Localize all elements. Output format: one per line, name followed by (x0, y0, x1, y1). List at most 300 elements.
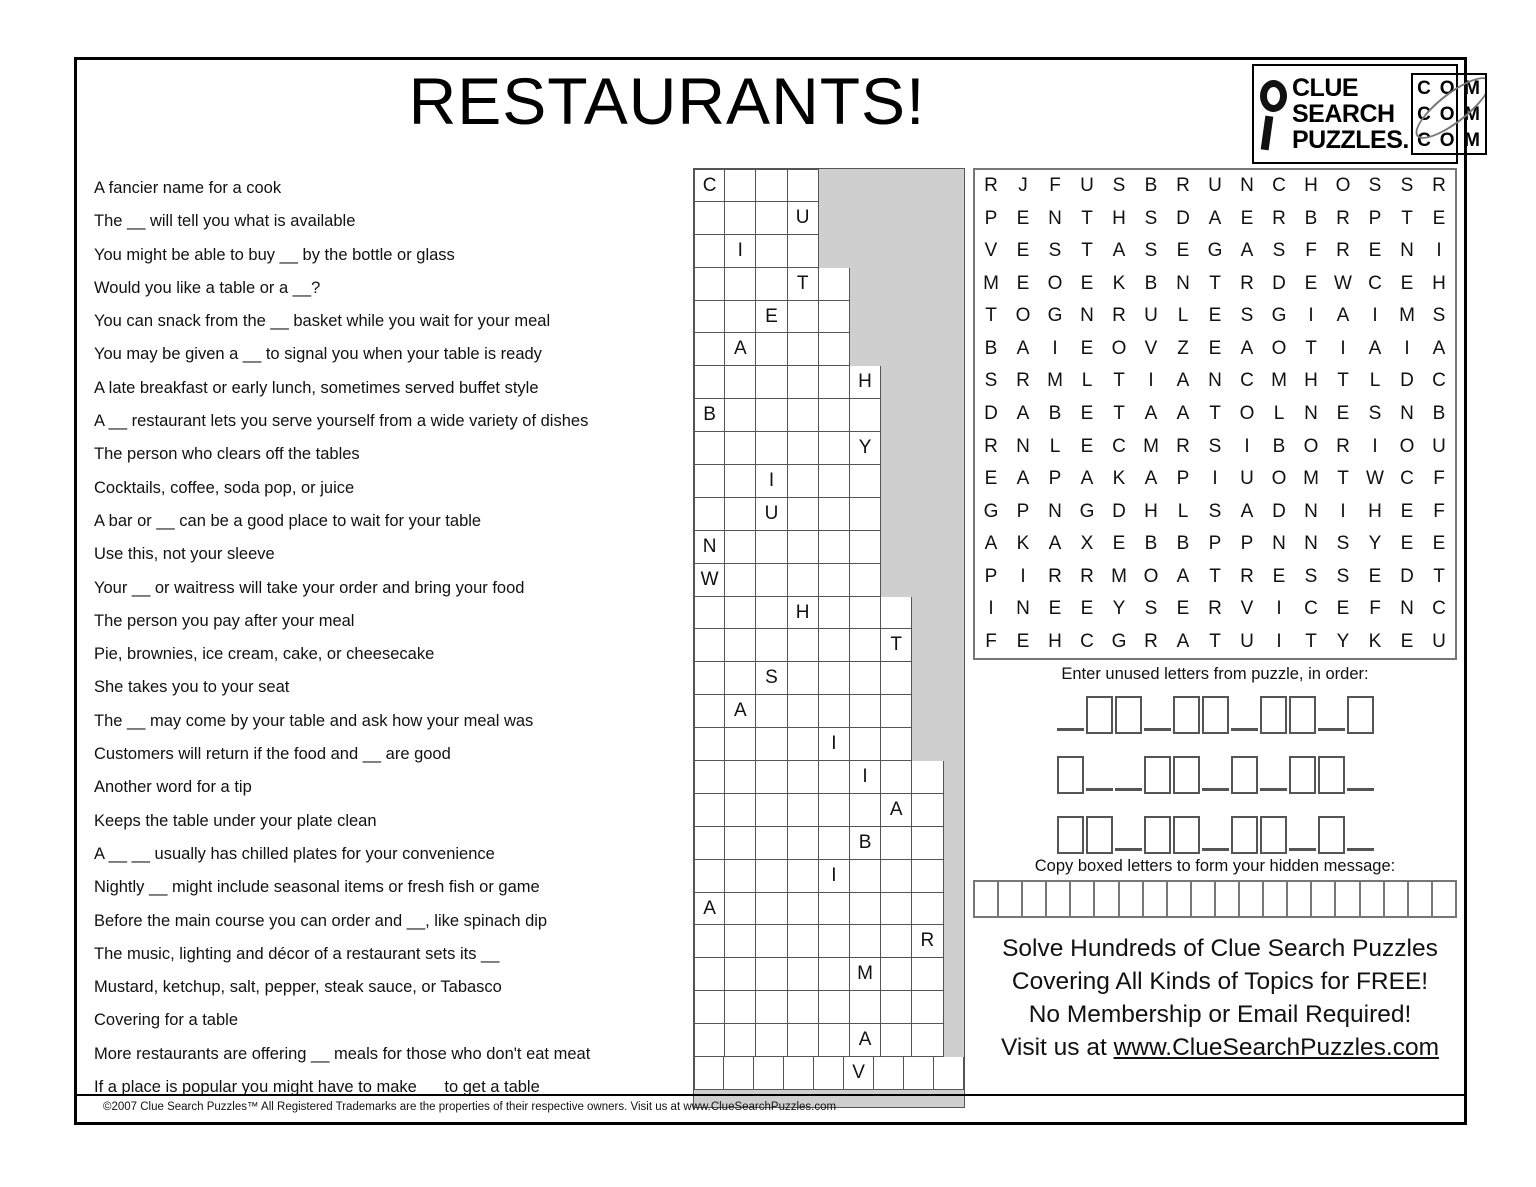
crossword-cell-filled[interactable]: M (850, 958, 881, 991)
crossword-cell[interactable] (788, 301, 819, 334)
word-search-grid[interactable] (973, 168, 1457, 660)
word-search-letter[interactable]: L (1177, 500, 1189, 522)
crossword-cell[interactable] (788, 465, 819, 498)
unused-letters-row-3[interactable] (973, 808, 1457, 854)
word-search-letter[interactable]: S (1208, 500, 1222, 522)
word-search-letter[interactable]: E (1080, 337, 1094, 359)
word-search-letter[interactable]: N (1048, 207, 1062, 229)
hidden-message-cell[interactable] (1361, 882, 1385, 916)
word-search-letter[interactable]: S (1368, 175, 1382, 197)
word-search-letter[interactable]: S (1112, 175, 1126, 197)
word-search-letter[interactable]: G (1271, 305, 1287, 327)
word-search-letter[interactable]: Y (1368, 533, 1382, 555)
word-search-letter[interactable]: A (1176, 630, 1190, 652)
hidden-message-cell[interactable] (1288, 882, 1312, 916)
crossword-cell[interactable] (850, 399, 881, 432)
crossword-cell[interactable] (819, 432, 850, 465)
answer-boxed-slot[interactable] (1289, 756, 1316, 794)
crossword-cell[interactable] (725, 366, 756, 399)
answer-boxed-slot[interactable] (1115, 696, 1142, 734)
word-search-letter[interactable]: B (1432, 402, 1446, 424)
crossword-cell[interactable] (850, 531, 881, 564)
word-search-letter[interactable]: G (1079, 500, 1095, 522)
word-search-letter[interactable]: E (1176, 240, 1190, 262)
word-search-letter[interactable]: E (1432, 533, 1446, 555)
crossword-grid[interactable] (693, 168, 965, 1108)
word-search-letter[interactable]: S (1304, 565, 1318, 587)
word-search-letter[interactable]: A (1208, 207, 1222, 229)
word-search-letter[interactable]: I (1148, 370, 1154, 392)
crossword-cell[interactable] (788, 333, 819, 366)
hidden-message-cell[interactable] (1023, 882, 1047, 916)
crossword-cell[interactable] (725, 531, 756, 564)
word-search-letter[interactable]: X (1080, 533, 1094, 555)
word-search-letter[interactable]: N (1080, 305, 1094, 327)
crossword-cell-filled[interactable]: I (819, 860, 850, 893)
crossword-cell[interactable] (725, 498, 756, 531)
crossword-cell-filled[interactable]: Y (850, 432, 881, 465)
crossword-cell-filled[interactable]: H (850, 366, 881, 399)
crossword-cell[interactable] (912, 1024, 943, 1057)
word-search-letter[interactable]: B (1048, 402, 1062, 424)
crossword-cell[interactable] (725, 268, 756, 301)
word-search-letter[interactable]: N (1048, 500, 1062, 522)
crossword-cell[interactable] (725, 827, 756, 860)
answer-boxed-slot[interactable] (1260, 696, 1287, 734)
word-search-letter[interactable]: A (1368, 337, 1382, 359)
crossword-cell[interactable] (881, 827, 912, 860)
hidden-message-cell[interactable] (1168, 882, 1192, 916)
word-search-letter[interactable]: T (1209, 630, 1221, 652)
promo-website-link[interactable]: www.ClueSearchPuzzles.com (1113, 1034, 1439, 1061)
word-search-letter[interactable]: O (1271, 468, 1287, 490)
crossword-cell-filled[interactable]: B (850, 827, 881, 860)
crossword-cell[interactable] (881, 695, 912, 728)
word-search-letter[interactable]: H (1304, 175, 1318, 197)
word-search-letter[interactable]: R (984, 435, 998, 457)
word-search-letter[interactable]: C (1432, 370, 1446, 392)
answer-blank-slot[interactable] (1057, 728, 1084, 731)
crossword-cell[interactable] (694, 498, 725, 531)
word-search-letter[interactable]: M (1047, 370, 1063, 392)
answer-boxed-slot[interactable] (1202, 696, 1229, 734)
crossword-cell[interactable] (756, 794, 787, 827)
word-search-letter[interactable]: N (1400, 598, 1414, 620)
word-search-letter[interactable]: N (1176, 272, 1190, 294)
crossword-cell[interactable] (694, 728, 725, 761)
word-search-letter[interactable]: R (1336, 435, 1350, 457)
crossword-cell[interactable] (756, 432, 787, 465)
crossword-cell[interactable] (694, 1024, 725, 1057)
word-search-letter[interactable]: S (984, 370, 998, 392)
word-search-letter[interactable]: B (1144, 533, 1158, 555)
word-search-letter[interactable]: U (1080, 175, 1094, 197)
word-search-letter[interactable]: I (1276, 598, 1282, 620)
crossword-cell[interactable] (694, 860, 725, 893)
word-search-letter[interactable]: A (1080, 468, 1094, 490)
word-search-letter[interactable]: E (1112, 533, 1126, 555)
word-search-letter[interactable]: V (984, 240, 998, 262)
hidden-message-cell[interactable] (975, 882, 999, 916)
hidden-message-cell[interactable] (1216, 882, 1240, 916)
word-search-letter[interactable]: R (1080, 565, 1094, 587)
crossword-cell[interactable] (819, 366, 850, 399)
crossword-cell[interactable] (850, 925, 881, 958)
hidden-message-cell[interactable] (1240, 882, 1264, 916)
word-search-letter[interactable]: H (1432, 272, 1446, 294)
word-search-letter[interactable]: D (1400, 370, 1414, 392)
crossword-cell[interactable] (756, 1024, 787, 1057)
word-search-letter[interactable]: I (988, 598, 994, 620)
answer-boxed-slot[interactable] (1173, 816, 1200, 854)
crossword-cell[interactable] (881, 991, 912, 1024)
word-search-letter[interactable]: A (1336, 305, 1350, 327)
crossword-cell[interactable] (850, 564, 881, 597)
crossword-cell[interactable] (756, 761, 787, 794)
word-search-letter[interactable]: A (1016, 337, 1030, 359)
crossword-cell[interactable] (694, 761, 725, 794)
word-search-letter[interactable]: S (1144, 240, 1158, 262)
hidden-message-cell[interactable] (1264, 882, 1288, 916)
crossword-cell[interactable] (725, 399, 756, 432)
word-search-letter[interactable]: P (984, 207, 998, 229)
word-search-letter[interactable]: F (1433, 468, 1445, 490)
word-search-letter[interactable]: D (1272, 500, 1286, 522)
answer-blank-slot[interactable] (1115, 848, 1142, 851)
word-search-letter[interactable]: A (1240, 500, 1254, 522)
word-search-letter[interactable]: F (1369, 598, 1381, 620)
word-search-letter[interactable]: U (1240, 630, 1254, 652)
word-search-letter[interactable]: A (1176, 565, 1190, 587)
crossword-cell[interactable] (756, 169, 787, 202)
crossword-cell[interactable] (694, 301, 725, 334)
word-search-letter[interactable]: N (1240, 175, 1254, 197)
word-search-letter[interactable]: I (1244, 435, 1250, 457)
word-search-letter[interactable]: R (1208, 598, 1222, 620)
crossword-cell-filled[interactable]: U (788, 202, 819, 235)
word-search-letter[interactable]: U (1432, 435, 1446, 457)
word-search-letter[interactable]: L (1081, 370, 1093, 392)
crossword-cell[interactable] (819, 893, 850, 926)
word-search-letter[interactable]: T (1209, 565, 1221, 587)
word-search-letter[interactable]: I (1340, 337, 1346, 359)
crossword-cell[interactable] (850, 629, 881, 662)
answer-blank-slot[interactable] (1347, 788, 1374, 791)
word-search-letter[interactable]: I (1372, 435, 1378, 457)
word-search-letter[interactable]: S (1336, 565, 1350, 587)
crossword-cell-filled[interactable]: I (850, 761, 881, 794)
answer-blank-slot[interactable] (1231, 728, 1258, 731)
answer-boxed-slot[interactable] (1318, 756, 1345, 794)
answer-blank-slot[interactable] (1202, 788, 1229, 791)
word-search-letter[interactable]: S (1048, 240, 1062, 262)
answer-blank-slot[interactable] (1086, 788, 1113, 791)
word-search-letter[interactable]: V (1144, 337, 1158, 359)
word-search-letter[interactable]: P (1368, 207, 1382, 229)
crossword-cell[interactable] (788, 531, 819, 564)
crossword-cell[interactable] (850, 991, 881, 1024)
answer-blank-slot[interactable] (1115, 788, 1142, 791)
word-search-letter[interactable]: M (1303, 468, 1319, 490)
word-search-letter[interactable]: E (1400, 500, 1414, 522)
crossword-cell[interactable] (788, 498, 819, 531)
word-search-letter[interactable]: G (1047, 305, 1063, 327)
word-search-letter[interactable]: G (1111, 630, 1127, 652)
crossword-cell[interactable] (788, 794, 819, 827)
word-search-letter[interactable]: T (1081, 207, 1093, 229)
crossword-cell[interactable] (725, 202, 756, 235)
word-search-letter[interactable]: M (1399, 305, 1415, 327)
crossword-cell[interactable] (694, 629, 725, 662)
hidden-message-cell[interactable] (1312, 882, 1336, 916)
word-search-letter[interactable]: O (1239, 402, 1255, 424)
word-search-letter[interactable]: J (1018, 175, 1028, 197)
crossword-cell[interactable] (819, 564, 850, 597)
hidden-message-cell[interactable] (1071, 882, 1095, 916)
crossword-cell[interactable] (912, 860, 943, 893)
crossword-cell-filled[interactable]: W (694, 564, 725, 597)
crossword-cell[interactable] (819, 761, 850, 794)
crossword-cell-filled[interactable]: V (844, 1057, 874, 1090)
crossword-cell[interactable] (756, 925, 787, 958)
crossword-cell-filled[interactable]: U (756, 498, 787, 531)
crossword-cell[interactable] (850, 695, 881, 728)
word-search-letter[interactable]: F (1305, 240, 1317, 262)
answer-blank-slot[interactable] (1347, 848, 1374, 851)
word-search-letter[interactable]: T (985, 305, 997, 327)
word-search-letter[interactable]: I (1276, 630, 1282, 652)
word-search-letter[interactable]: N (1016, 435, 1030, 457)
word-search-letter[interactable]: O (1271, 337, 1287, 359)
word-search-letter[interactable]: R (1176, 175, 1190, 197)
crossword-cell[interactable] (756, 366, 787, 399)
word-search-letter[interactable]: L (1369, 370, 1381, 392)
word-search-letter[interactable]: N (1304, 533, 1318, 555)
crossword-cell-filled[interactable]: H (788, 597, 819, 630)
word-search-letter[interactable]: I (1404, 337, 1410, 359)
word-search-letter[interactable]: K (1112, 272, 1126, 294)
word-search-letter[interactable]: I (1020, 565, 1026, 587)
crossword-cell-filled[interactable]: B (694, 399, 725, 432)
crossword-cell[interactable] (694, 1057, 724, 1090)
crossword-cell[interactable] (756, 695, 787, 728)
word-search-letter[interactable]: E (1016, 207, 1030, 229)
word-search-letter[interactable]: D (1272, 272, 1286, 294)
answer-blank-slot[interactable] (1318, 728, 1345, 731)
word-search-letter[interactable]: S (1368, 402, 1382, 424)
answer-boxed-slot[interactable] (1173, 756, 1200, 794)
word-search-letter[interactable]: T (1305, 630, 1317, 652)
crossword-cell[interactable] (756, 629, 787, 662)
crossword-cell[interactable] (881, 1024, 912, 1057)
word-search-letter[interactable]: T (1337, 370, 1349, 392)
crossword-cell[interactable] (756, 333, 787, 366)
word-search-letter[interactable]: Y (1112, 598, 1126, 620)
word-search-letter[interactable]: O (1303, 435, 1319, 457)
word-search-letter[interactable]: C (1080, 630, 1094, 652)
crossword-cell-filled[interactable]: A (881, 794, 912, 827)
word-search-letter[interactable]: M (1111, 565, 1127, 587)
crossword-cell[interactable] (756, 958, 787, 991)
word-search-letter[interactable]: F (1049, 175, 1061, 197)
hidden-message-cell[interactable] (1385, 882, 1409, 916)
word-search-letter[interactable]: T (1113, 370, 1125, 392)
crossword-cell[interactable] (725, 1024, 756, 1057)
word-search-letter[interactable]: E (1080, 435, 1094, 457)
crossword-cell[interactable] (881, 597, 912, 630)
crossword-cell[interactable] (912, 794, 943, 827)
crossword-cell[interactable] (694, 465, 725, 498)
word-search-letter[interactable]: E (1016, 240, 1030, 262)
word-search-letter[interactable]: E (1368, 240, 1382, 262)
unused-letters-row-1[interactable] (973, 688, 1457, 734)
crossword-cell[interactable] (756, 399, 787, 432)
word-search-letter[interactable]: S (1144, 207, 1158, 229)
word-search-letter[interactable]: P (1016, 500, 1030, 522)
crossword-cell[interactable] (756, 202, 787, 235)
answer-boxed-slot[interactable] (1057, 756, 1084, 794)
word-search-letter[interactable]: U (1240, 468, 1254, 490)
crossword-cell[interactable] (694, 925, 725, 958)
answer-boxed-slot[interactable] (1086, 696, 1113, 734)
word-search-letter[interactable]: I (1436, 240, 1442, 262)
hidden-message-row[interactable] (973, 880, 1457, 918)
crossword-cell[interactable] (788, 991, 819, 1024)
word-search-letter[interactable]: A (1240, 337, 1254, 359)
word-search-letter[interactable]: A (1176, 370, 1190, 392)
crossword-cell[interactable] (694, 827, 725, 860)
crossword-cell[interactable] (694, 366, 725, 399)
word-search-letter[interactable]: E (1208, 305, 1222, 327)
answer-boxed-slot[interactable] (1231, 756, 1258, 794)
word-search-letter[interactable]: Z (1177, 337, 1189, 359)
word-search-letter[interactable]: S (1400, 175, 1414, 197)
word-search-letter[interactable]: A (1144, 402, 1158, 424)
answer-boxed-slot[interactable] (1144, 756, 1171, 794)
word-search-letter[interactable]: S (1336, 533, 1350, 555)
word-search-letter[interactable]: E (1208, 337, 1222, 359)
hidden-message-cell[interactable] (999, 882, 1023, 916)
crossword-cell-filled[interactable]: N (694, 531, 725, 564)
crossword-cell[interactable] (788, 860, 819, 893)
word-search-letter[interactable]: S (1144, 598, 1158, 620)
crossword-cell[interactable] (912, 761, 943, 794)
word-search-letter[interactable]: Y (1336, 630, 1350, 652)
crossword-cell[interactable] (756, 235, 787, 268)
crossword-cell[interactable] (912, 958, 943, 991)
answer-blank-slot[interactable] (1260, 788, 1287, 791)
word-search-letter[interactable]: E (1432, 207, 1446, 229)
word-search-letter[interactable]: P (1240, 533, 1254, 555)
word-search-letter[interactable]: E (1016, 630, 1030, 652)
word-search-letter[interactable]: B (1144, 272, 1158, 294)
word-search-letter[interactable]: T (1337, 468, 1349, 490)
crossword-cell[interactable] (694, 333, 725, 366)
crossword-cell[interactable] (850, 860, 881, 893)
word-search-letter[interactable]: E (1400, 533, 1414, 555)
crossword-cell[interactable] (756, 564, 787, 597)
word-search-letter[interactable]: E (1304, 272, 1318, 294)
word-search-letter[interactable]: L (1049, 435, 1061, 457)
crossword-cell-filled[interactable]: C (694, 169, 725, 202)
word-search-letter[interactable]: G (983, 500, 999, 522)
crossword-cell-filled[interactable]: A (725, 695, 756, 728)
answer-boxed-slot[interactable] (1260, 816, 1287, 854)
crossword-cell[interactable] (881, 761, 912, 794)
word-search-letter[interactable]: W (1366, 468, 1384, 490)
word-search-letter[interactable]: K (1368, 630, 1382, 652)
word-search-letter[interactable]: N (1304, 402, 1318, 424)
crossword-cell[interactable] (819, 1024, 850, 1057)
crossword-cell[interactable] (694, 432, 725, 465)
word-search-letter[interactable]: R (1336, 240, 1350, 262)
answer-boxed-slot[interactable] (1318, 816, 1345, 854)
crossword-cell[interactable] (756, 597, 787, 630)
word-search-letter[interactable]: N (1400, 402, 1414, 424)
crossword-cell[interactable] (694, 695, 725, 728)
word-search-letter[interactable]: C (1368, 272, 1382, 294)
word-search-letter[interactable]: O (1047, 272, 1063, 294)
hidden-message-cell[interactable] (1047, 882, 1071, 916)
word-search-letter[interactable]: N (1272, 533, 1286, 555)
crossword-cell[interactable] (881, 893, 912, 926)
crossword-cell[interactable] (756, 268, 787, 301)
word-search-letter[interactable]: O (1111, 337, 1127, 359)
word-search-letter[interactable]: A (1112, 240, 1126, 262)
crossword-cell[interactable] (756, 728, 787, 761)
crossword-cell[interactable] (725, 893, 756, 926)
word-search-letter[interactable]: U (1432, 630, 1446, 652)
crossword-cell[interactable] (788, 925, 819, 958)
hidden-message-cell[interactable] (1120, 882, 1144, 916)
answer-boxed-slot[interactable] (1289, 696, 1316, 734)
word-search-letter[interactable]: A (1144, 468, 1158, 490)
word-search-letter[interactable]: E (1272, 565, 1286, 587)
word-search-letter[interactable]: C (1400, 468, 1414, 490)
word-search-letter[interactable]: C (1304, 598, 1318, 620)
crossword-cell-filled[interactable]: I (819, 728, 850, 761)
word-search-letter[interactable]: R (1016, 370, 1030, 392)
crossword-cell[interactable] (754, 1057, 784, 1090)
word-search-letter[interactable]: O (1143, 565, 1159, 587)
crossword-cell[interactable] (788, 432, 819, 465)
crossword-cell[interactable] (788, 235, 819, 268)
word-search-letter[interactable]: D (984, 402, 998, 424)
word-search-letter[interactable]: U (1144, 305, 1158, 327)
word-search-letter[interactable]: B (1304, 207, 1318, 229)
word-search-letter[interactable]: D (1112, 500, 1126, 522)
word-search-letter[interactable]: P (1208, 533, 1222, 555)
hidden-message-cell[interactable] (1192, 882, 1216, 916)
word-search-letter[interactable]: P (984, 565, 998, 587)
crossword-cell[interactable] (725, 860, 756, 893)
crossword-cell[interactable] (756, 893, 787, 926)
word-search-letter[interactable]: E (1400, 272, 1414, 294)
crossword-cell[interactable] (725, 925, 756, 958)
crossword-cell[interactable] (788, 629, 819, 662)
word-search-letter[interactable]: H (1368, 500, 1382, 522)
word-search-letter[interactable]: H (1144, 500, 1158, 522)
crossword-cell[interactable] (819, 695, 850, 728)
word-search-letter[interactable]: G (1207, 240, 1223, 262)
word-search-letter[interactable]: I (1212, 468, 1218, 490)
crossword-cell[interactable] (756, 860, 787, 893)
crossword-cell-filled[interactable]: E (756, 301, 787, 334)
word-search-letter[interactable]: E (1240, 207, 1254, 229)
word-search-letter[interactable]: R (1336, 207, 1350, 229)
crossword-cell[interactable] (788, 564, 819, 597)
word-search-letter[interactable]: P (1048, 468, 1062, 490)
